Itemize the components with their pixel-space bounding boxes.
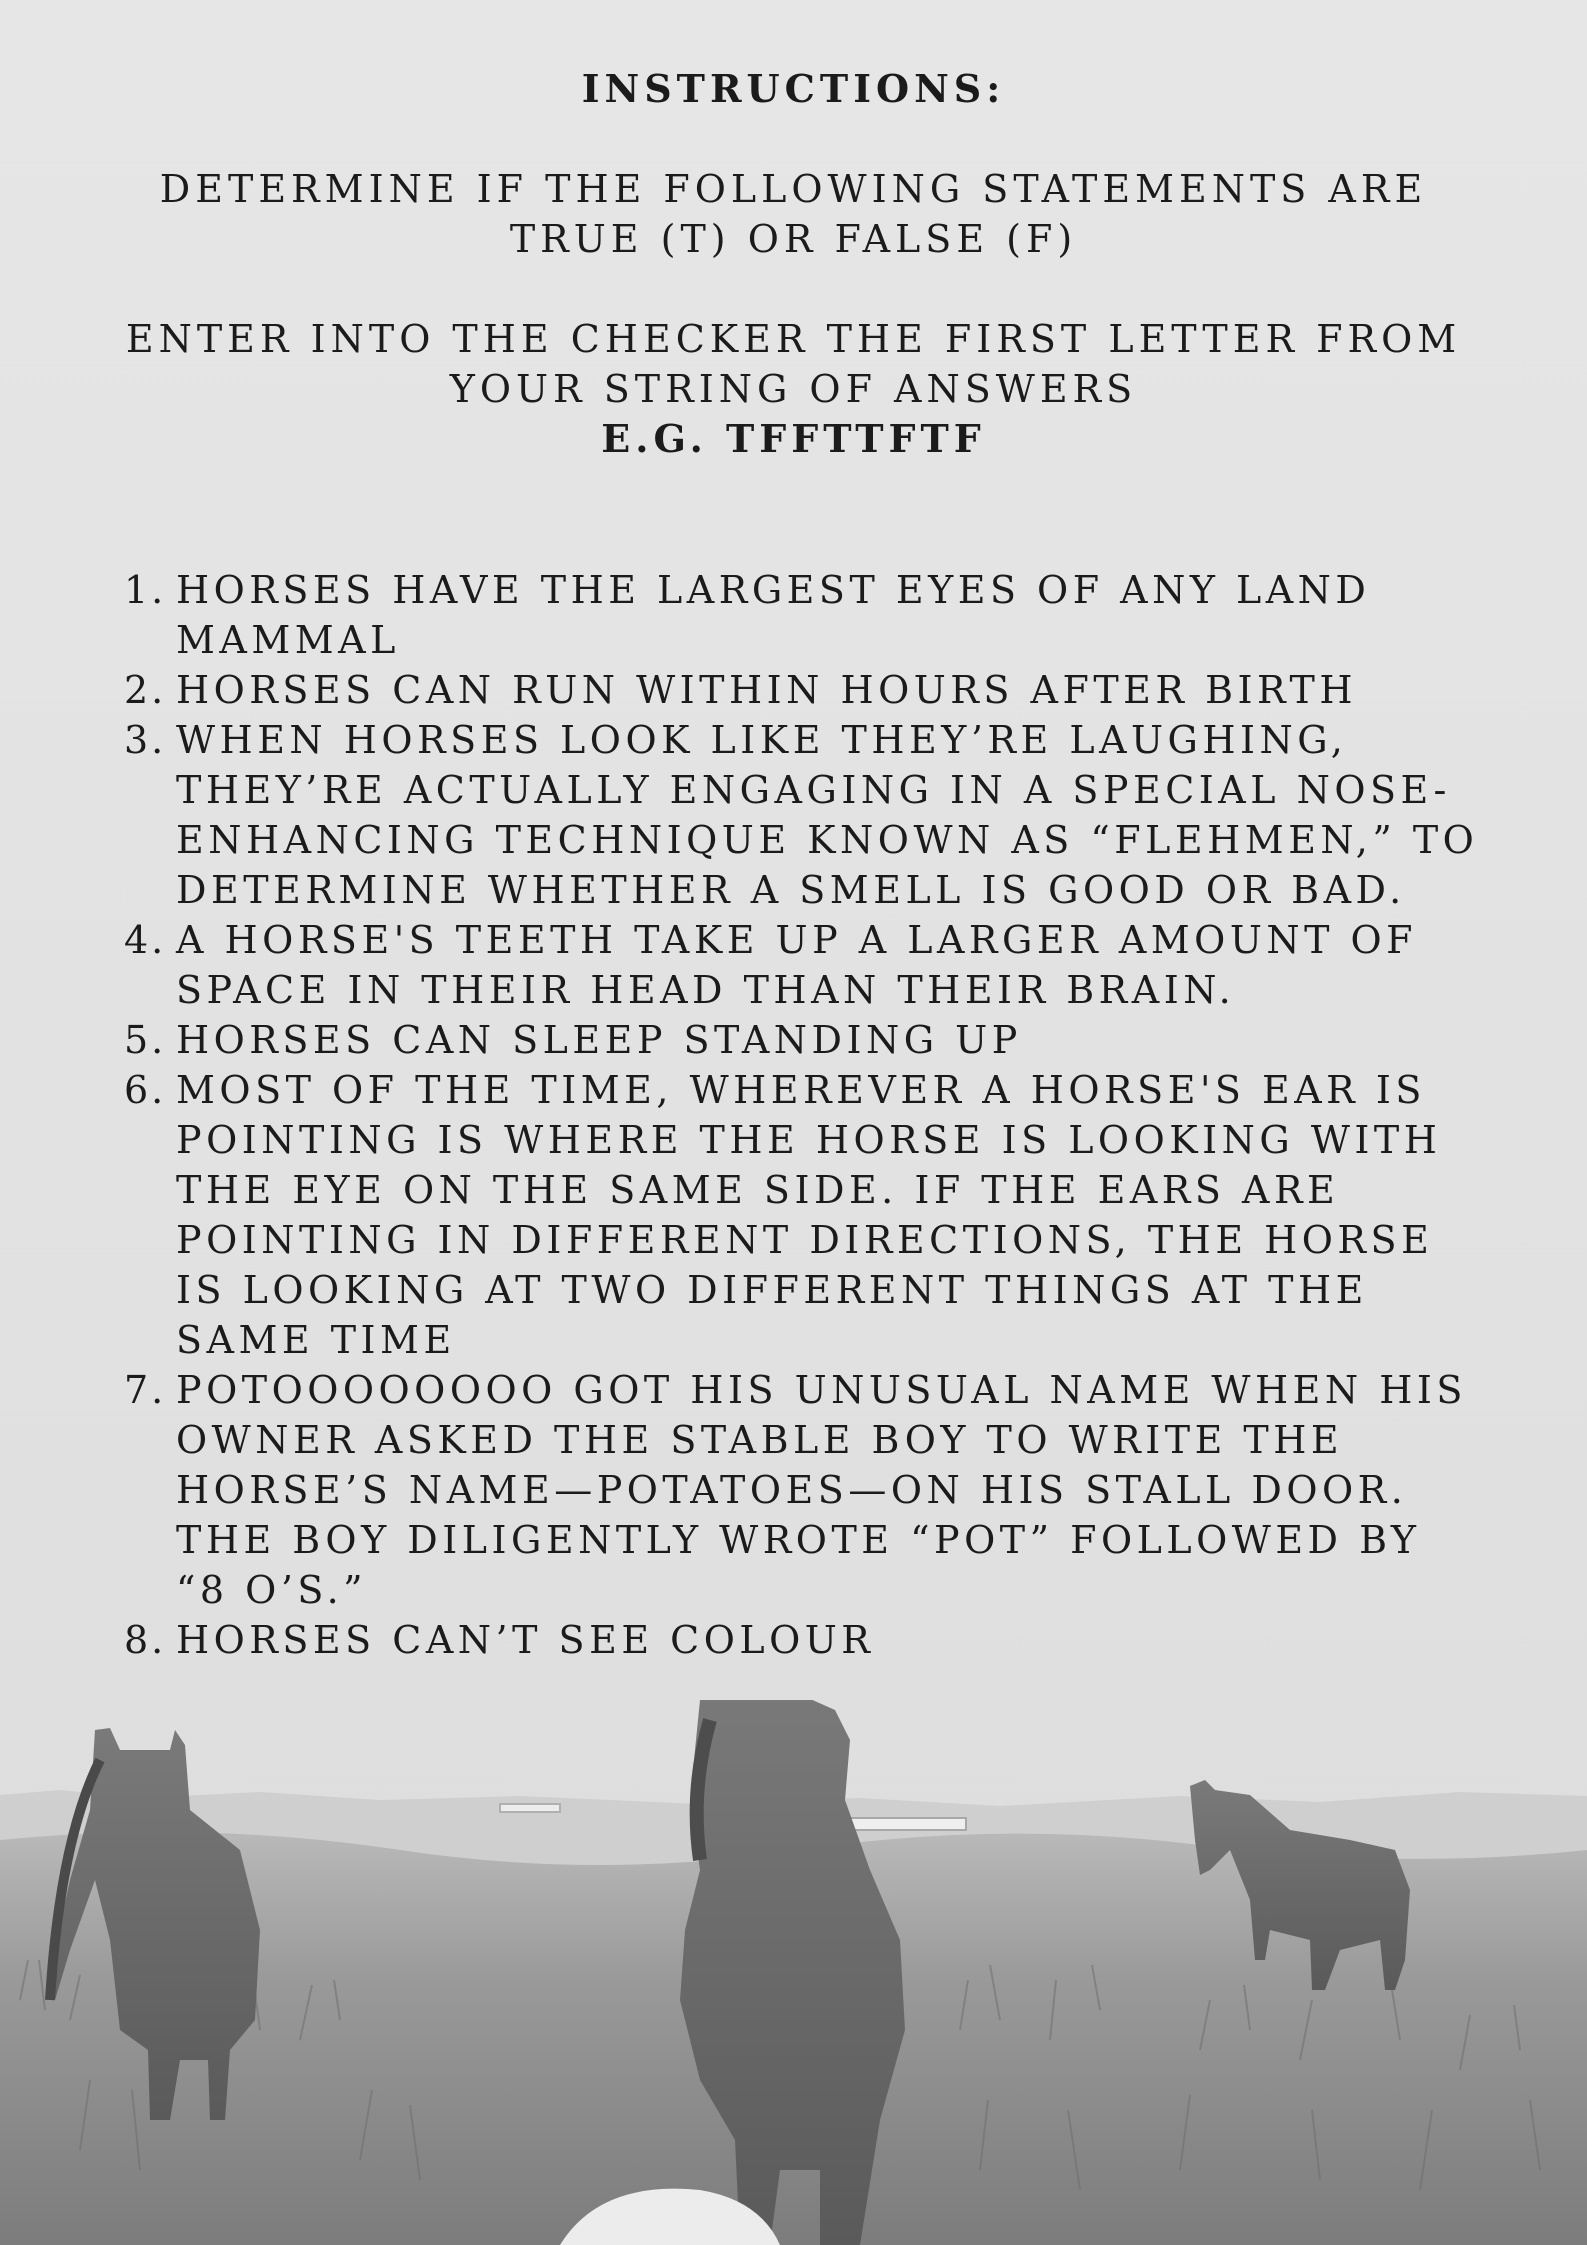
statement-text: HORSES CAN RUN WITHIN HOURS AFTER BIRTH (176, 668, 1357, 712)
answer-example: E.G. TFFTTFTF (601, 416, 986, 461)
statement-item (124, 665, 1484, 715)
instructions-line-1: DETERMINE IF THE FOLLOWING STATEMENTS ARE (159, 167, 1428, 211)
statement-number: 1. (124, 568, 167, 612)
statement-item (124, 1365, 1484, 1615)
statement-number: 8. (124, 1618, 167, 1662)
statement-number: 2. (124, 668, 167, 712)
instructions-line-3: ENTER INTO THE CHECKER THE FIRST LETTER FROM (125, 317, 1462, 361)
statement-number: 3. (124, 718, 167, 762)
statement-text: MOST OF THE TIME, WHEREVER A HORSE'S EAR IS POINTING IS WHERE THE HORSE IS LOOKING WITH THE EYE ON THE SAME SIDE. IF THE EARS ARE POINTING IN DIFFERENT DIRECTIONS, THE HORSE IS LOOKING AT TWO DIFFERENT THINGS AT THE SAME TIME (176, 1068, 1442, 1362)
statement-number: 5. (124, 1018, 167, 1062)
statement-item (124, 1615, 1484, 1665)
statement-item (124, 915, 1484, 1015)
statement-number: 6. (124, 1068, 167, 1112)
horses-landscape-photo (0, 1700, 1587, 2245)
instructions-spacer (0, 264, 1587, 314)
statement-text: HORSES HAVE THE LARGEST EYES OF ANY LAND MAMMAL (176, 568, 1371, 662)
instructions-line-4: YOUR STRING OF ANSWERS (449, 367, 1138, 411)
statement-text: HORSES CAN SLEEP STANDING UP (176, 1018, 1022, 1062)
statement-item (124, 565, 1484, 665)
landscape-illustration (0, 1700, 1587, 2245)
instructions-block (0, 64, 1587, 464)
instructions-line-2: TRUE (T) OR FALSE (F) (509, 217, 1078, 261)
statement-text: POTOOOOOOOO GOT HIS UNUSUAL NAME WHEN HIS OWNER ASKED THE STABLE BOY TO WRITE THE HORSE’S NAME—POTATOES—ON HIS STALL DOOR. THE BOY DILIGENTLY WROTE “POT” FOLLOWED BY “8 O’S.” (176, 1368, 1467, 1612)
statement-number: 7. (124, 1368, 167, 1412)
statements-list (124, 565, 1484, 1665)
distant-building (500, 1804, 560, 1812)
statement-text: WHEN HORSES LOOK LIKE THEY’RE LAUGHING, THEY’RE ACTUALLY ENGAGING IN A SPECIAL NOSE-ENHANCING TECHNIQUE KNOWN AS “FLEHMEN,” TO DETERMINE WHETHER A SMELL IS GOOD OR BAD. (176, 718, 1479, 912)
statement-item (124, 1015, 1484, 1065)
statement-item (124, 715, 1484, 915)
distant-building (846, 1818, 966, 1830)
statement-text: A HORSE'S TEETH TAKE UP A LARGER AMOUNT OF SPACE IN THEIR HEAD THAN THEIR BRAIN. (176, 918, 1418, 1012)
statement-item (124, 1065, 1484, 1365)
statement-number: 4. (124, 918, 167, 962)
instructions-title: INSTRUCTIONS: (581, 66, 1006, 111)
statement-text: HORSES CAN’T SEE COLOUR (176, 1618, 875, 1662)
